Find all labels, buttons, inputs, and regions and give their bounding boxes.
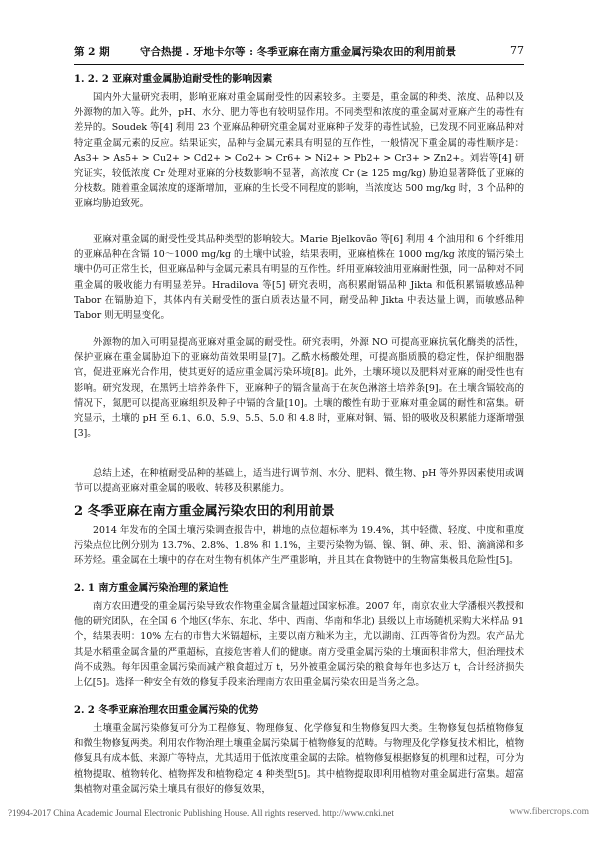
paragraph-soil-survey: 2014 年发布的全国土壤污染调查报告中，耕地的点位超标率为 19.4%，其中轻微、轻度、中度和重度污染点位比例分别为 13.7%、2.8%、1.8% 和 1.1%，主要污染物为镉、镍、铜、砷、汞、铅、滴滴涕和多环芳烃。重金属在土壤中的存在对生物有机体产生严重影响，并且其在食物链中的生物富集极具危险性[5]。	[74, 525, 524, 567]
header-rule	[74, 64, 524, 65]
paragraph-remediation-advantages: 土壤重金属污染修复可分为工程修复、物理修复、化学修复和生物修复四大类。生物修复包括植物修复和微生物修复两类。利用农作物治理土壤重金属污染属于植物修复的范畴。与物理及化学修复技术相比，植物修复具有成本低、来源广等特点，尤其适用于低浓度重金属的去除。植物修复根据修复的机理和过程，可分为植物提取、植物转化、植物挥发和植物稳定 4 种类型[5]。其中植物提取即利用植物对重金属进行富集。超富集植物对重金属污染土壤具有很好的修复效果，	[74, 723, 525, 795]
running-header	[74, 44, 524, 60]
page-footer	[8, 808, 593, 822]
subsection-heading-1-2-2: 1. 2. 2 亚麻对重金属胁迫耐受性的影响因素	[74, 74, 273, 85]
paragraph-summary: 总结上述，在种植耐受品种的基础上，适当进行调节剂、水分、肥料、微生物、pH 等外界因素使用或调节可以提高亚麻对重金属的吸收、转移及积累能力。	[74, 468, 524, 495]
section-heading-2: 2 冬季亚麻在南方重金属污染农田的利用前景	[74, 504, 335, 519]
subsection-heading-2-1: 2. 1 南方重金属污染治理的紧迫性	[74, 583, 229, 594]
subsection-heading-2-2: 2. 2 冬季亚麻治理农田重金属污染的优势	[74, 705, 259, 716]
running-title: 守合热提 . 牙地卡尔等 : 冬季亚麻在南方重金属污染农田的利用前景	[140, 46, 457, 58]
paragraph-southern-urgency: 南方农田遭受的重金属污染导致农作物重金属含量超过国家标准。2007 年，南京农业大学潘根兴教授和他的研究团队，在全国 6 个地区(华东、东北、华中、西南、华南和华北) 县级以上市场随机采购大米样品 91 个，结果表明：10% 左右的市售大米镉超标，主要以南方籼米为主，尤以湖南、江西等省份为烈。农产品尤其是水稻重金属含量的严重超标，直接危害着人们的健康。南方受重金属污染的土壤面积非常大，但治理技术尚不成熟。每年因重金属污染而减产粮食超过万 t，另外被重金属污染的粮食每年也多达万 t，合计经济损失上亿[5]。选择一种安全有效的修复手段来治理南方农田重金属污染农田是当务之急。	[74, 601, 525, 689]
page-number: 77	[510, 44, 524, 57]
paragraph-exogenous-substances: 外源物的加入可明显提高亚麻对重金属的耐受性。研究表明，外源 NO 可提高亚麻抗氧化酶类的活性，保护亚麻在重金属胁迫下的亚麻幼苗效果明显[7]。乙酰水杨酸处理，可提高脂质膜的稳定性，保护细胞器官，促进亚麻光合作用，使其更好的适应重金属污染环境[8]。此外，土壤环境以及肥料对亚麻的耐受性也有影响。研究发现，在黑钙土培养条件下，亚麻种子的镉含量高于在灰色淋溶土培养条[9]。在土壤含镉较高的情况下，氮肥可以提高亚麻组织及种子中镉的含量[10]。土壤的酸性有助于亚麻对重金属的耐性和富集。研究显示，土壤的 pH 至 6.1、6.0、5.9、5.5、5.0 和 4.8 时，亚麻对铜、镉、铅的吸收及积累能力逐渐增强[3]。	[74, 337, 524, 440]
paragraph-influencing-factors: 国内外大量研究表明，影响亚麻对重金属耐受性的因素较多。主要是，重金属的种类、浓度、品种以及外源物的加入等。此外，pH、水分、肥力等也有较明显作用。不同类型和浓度的重金属对亚麻产生的毒性有差异的。Soudek 等[4] 利用 23 个亚麻品种研究重金属对亚麻种子发芽的毒性试验，已发现不同亚麻品种对特定重金属元素的反应。结果证实，品种与金属元素具有明显的互作性，一般情况下重金属的毒性顺序是：As3+ > As5+ > Cu2+ > Cd2+ > Co2+ > Cr6+ > Ni2+ > Pb2+ > Cr3+ > Zn2+。刘岩等[4] 研究证实，较低浓度 Cr 处理对亚麻的分枝数影响不显著，高浓度 Cr (≥ 125 mg/kg) 胁迫显著降低了亚麻的分枝数。随着重金属浓度的逐渐增加，亚麻的生长受不同程度的影响，当浓度达 500 mg/kg 时，3 个品种的亚麻均胁迫致死。	[74, 92, 524, 210]
watermark-site: www.fibercrops.com	[509, 807, 589, 817]
copyright-notice: ?1994-2017 China Academic Journal Electronic Publishing House. All rights reserved. http://www.cnki.net	[8, 808, 394, 818]
issue-number: 第 2 期	[74, 46, 110, 58]
paragraph-variety-effect: 亚麻对重金属的耐受性受其品种类型的影响较大。Marie Bjelkovão 等[6] 利用 4 个油用和 6 个纤维用的亚麻品种在含镉 10～1000 mg/kg 的土壤中试验，结果表明，亚麻植株在 1000 mg/kg 浓度的镉污染土壤中仍可正常生长，但亚麻品种与金属元素具有明显的互作性。纤用亚麻较油用亚麻耐性强，同一品种对不同重金属的吸收能力有明显差异。Hradilova 等[5] 研究表明，高积累耐镉品种 Jikta 和低积累镉敏感品种 Tabor 在镉胁迫下，其体内有关耐受性的蛋白质表达量不同，耐受品种 Jikta 中表达量上调，而敏感品种 Tabor 则无明显变化。	[74, 234, 525, 322]
